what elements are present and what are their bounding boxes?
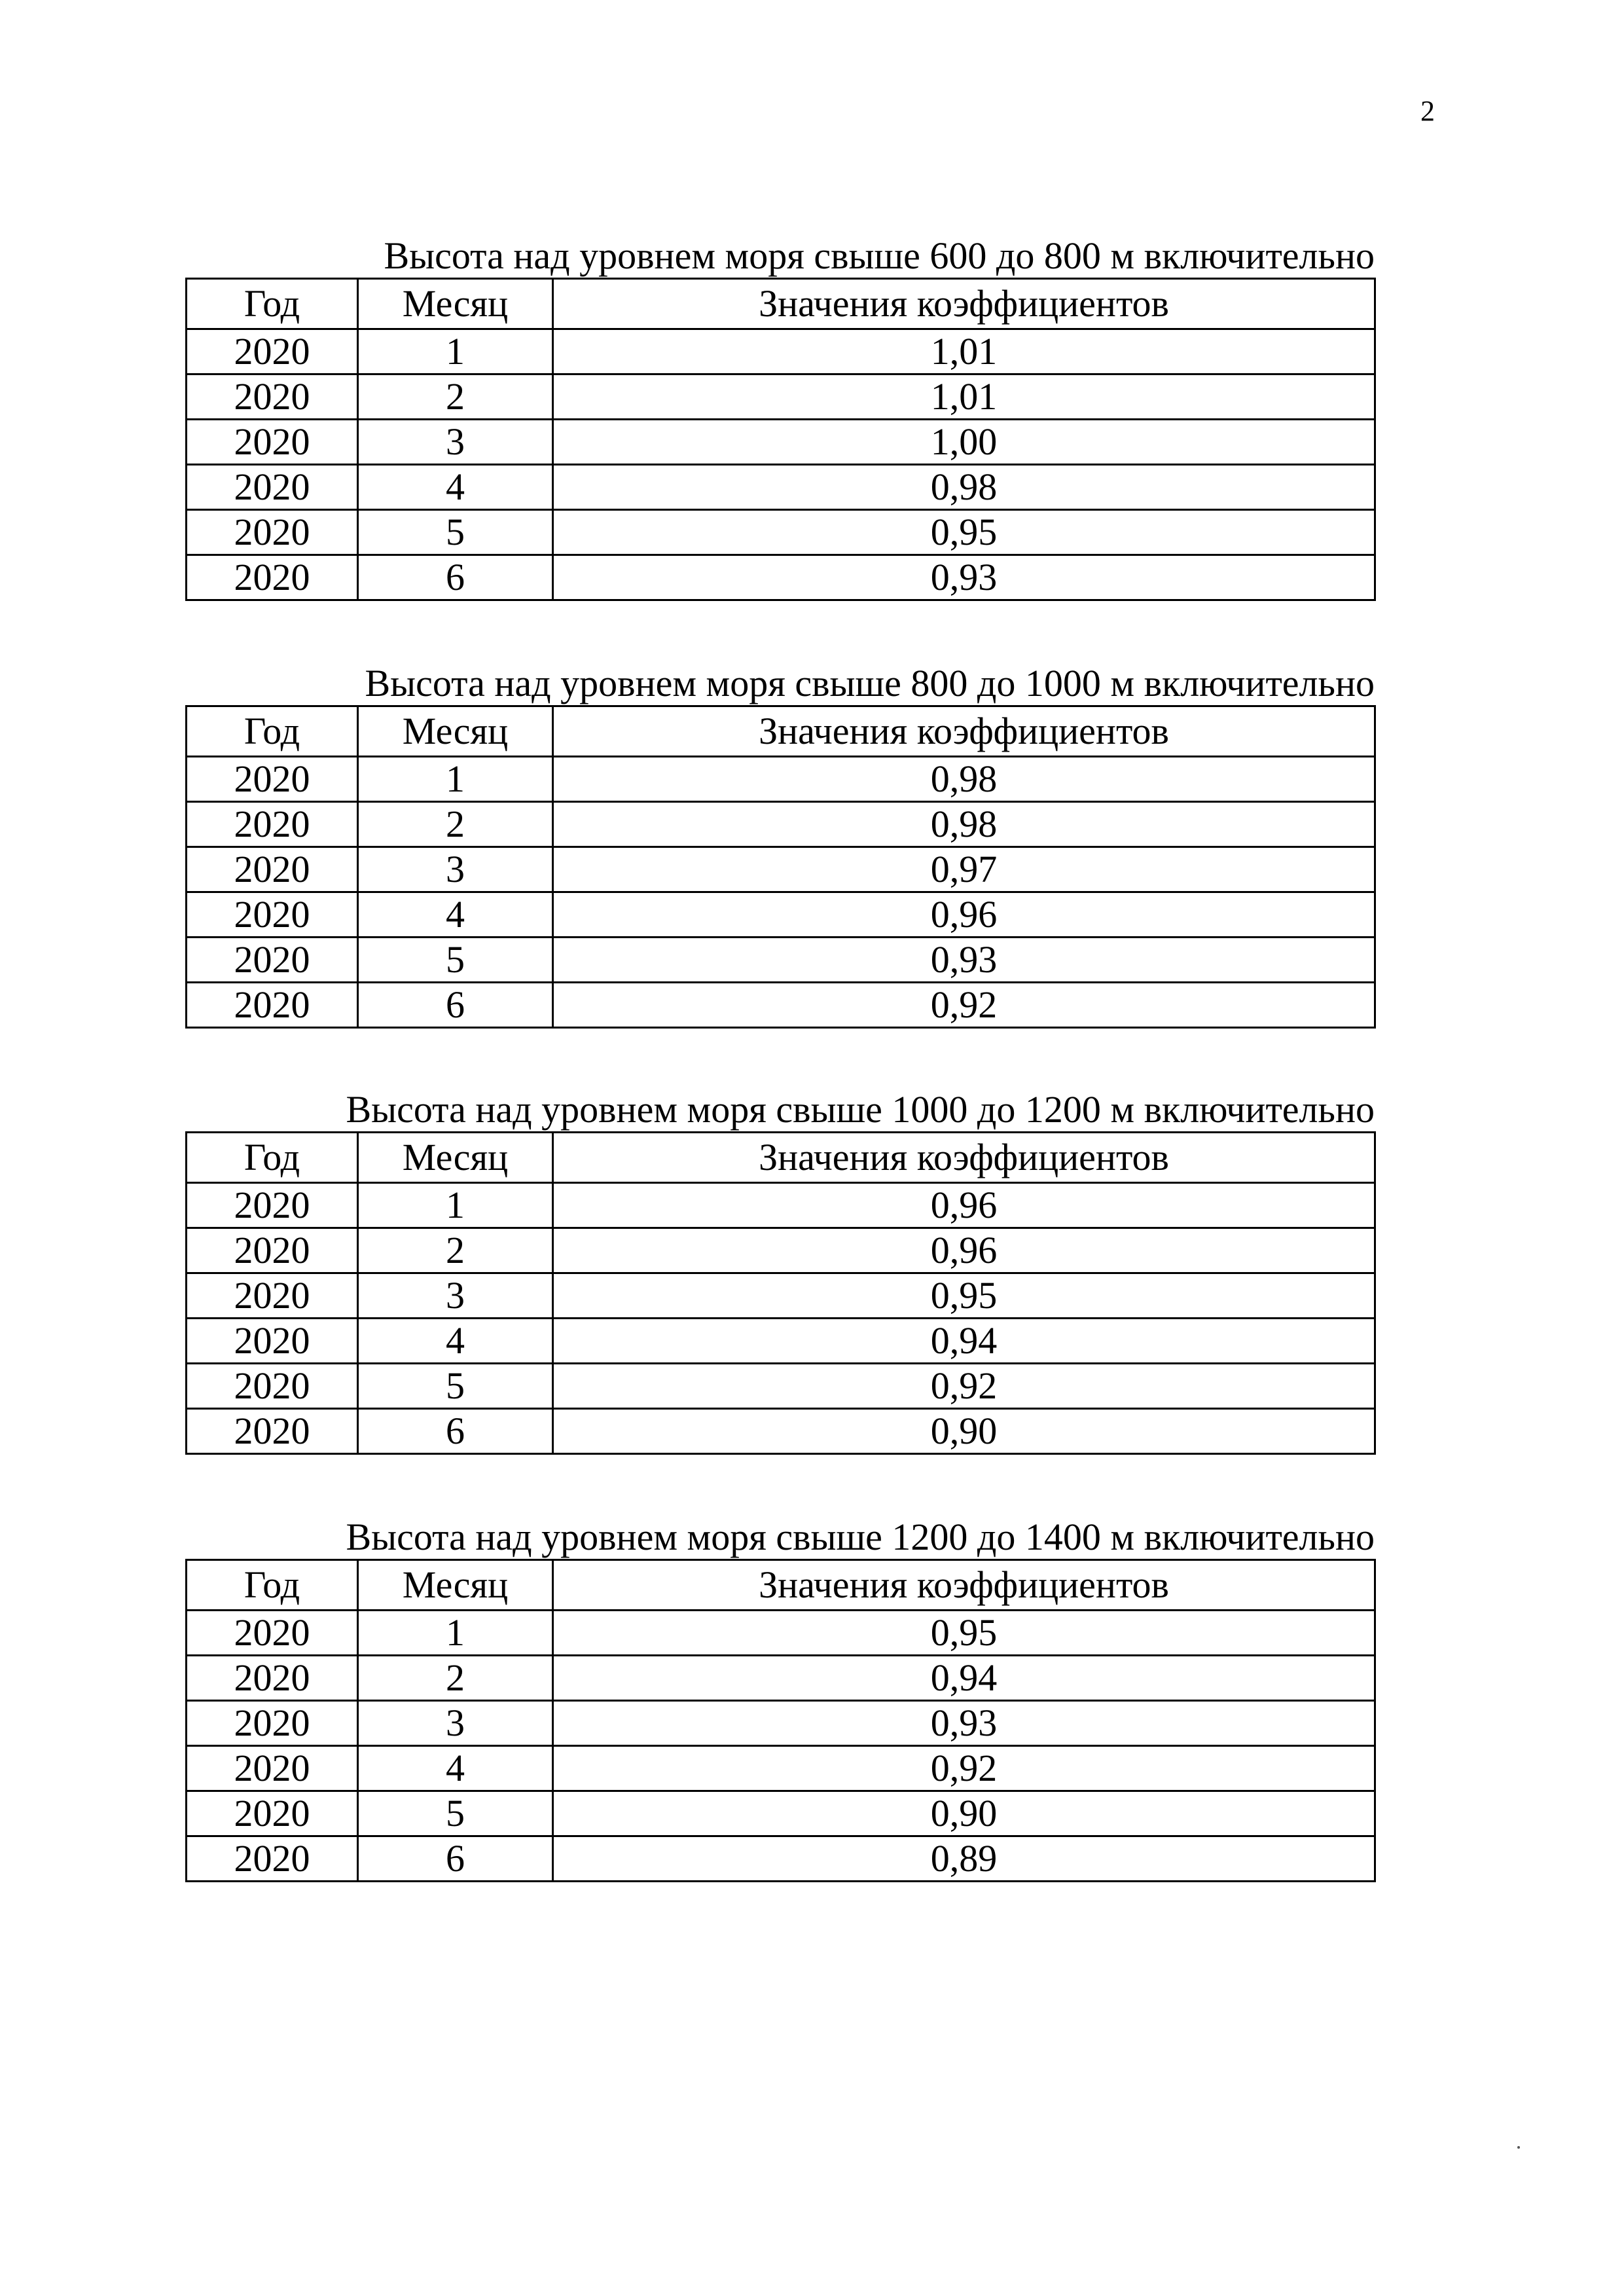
- cell-month: 6: [358, 1409, 553, 1454]
- table-row: [187, 329, 1375, 374]
- cell-month: 2: [358, 1228, 553, 1273]
- cell-value: 0,90: [553, 1409, 1375, 1454]
- cell-year: 2020: [187, 1656, 358, 1701]
- cell-value: 0,97: [553, 847, 1375, 892]
- table-row: [187, 1319, 1375, 1364]
- cell-month: 4: [358, 1319, 553, 1364]
- cell-year: 2020: [187, 1611, 358, 1656]
- cell-value: 0,98: [553, 465, 1375, 510]
- cell-month: 2: [358, 1656, 553, 1701]
- cell-year: 2020: [187, 420, 358, 465]
- cell-month: 6: [358, 983, 553, 1028]
- cell-value: 0,90: [553, 1791, 1375, 1836]
- cell-year: 2020: [187, 1273, 358, 1319]
- table-row: [187, 510, 1375, 555]
- cell-value: 0,95: [553, 1611, 1375, 1656]
- table-row: [187, 983, 1375, 1028]
- cell-year: 2020: [187, 1836, 358, 1882]
- table-row: [187, 1228, 1375, 1273]
- cell-value: 1,00: [553, 420, 1375, 465]
- cell-month: 5: [358, 938, 553, 983]
- table-row: [187, 420, 1375, 465]
- table-header-row: [187, 1560, 1375, 1611]
- cell-value: 0,96: [553, 1183, 1375, 1228]
- cell-month: 1: [358, 757, 553, 802]
- table-caption: Высота над уровнем моря свыше 600 до 800 м включительно: [384, 234, 1375, 277]
- column-header-year: Год: [187, 1560, 358, 1611]
- cell-year: 2020: [187, 757, 358, 802]
- page-number: 2: [1420, 95, 1435, 127]
- column-header-month: Месяц: [358, 279, 553, 329]
- coefficient-table: [185, 705, 1376, 1029]
- table-header-row: [187, 1133, 1375, 1183]
- cell-year: 2020: [187, 329, 358, 374]
- table-caption: Высота над уровнем моря свыше 1200 до 1400 м включительно: [346, 1516, 1375, 1558]
- column-header-year: Год: [187, 279, 358, 329]
- cell-month: 3: [358, 1701, 553, 1746]
- coefficient-table: [185, 1131, 1376, 1455]
- scan-speck: [1517, 2146, 1520, 2149]
- cell-value: 1,01: [553, 329, 1375, 374]
- cell-year: 2020: [187, 892, 358, 938]
- table-caption: Высота над уровнем моря свыше 800 до 1000 м включительно: [365, 662, 1375, 704]
- table-row: [187, 1701, 1375, 1746]
- table-row: [187, 757, 1375, 802]
- column-header-value: Значения коэффициентов: [553, 1560, 1375, 1611]
- cell-year: 2020: [187, 938, 358, 983]
- cell-year: 2020: [187, 510, 358, 555]
- cell-month: 5: [358, 1364, 553, 1409]
- cell-value: 1,01: [553, 374, 1375, 420]
- cell-value: 0,89: [553, 1836, 1375, 1882]
- cell-month: 3: [358, 420, 553, 465]
- coefficient-table: [185, 278, 1376, 601]
- column-header-value: Значения коэффициентов: [553, 1133, 1375, 1183]
- table-caption: Высота над уровнем моря свыше 1000 до 1200 м включительно: [346, 1088, 1375, 1131]
- cell-month: 6: [358, 555, 553, 600]
- cell-month: 5: [358, 1791, 553, 1836]
- column-header-year: Год: [187, 1133, 358, 1183]
- table-header-row: [187, 279, 1375, 329]
- column-header-month: Месяц: [358, 1560, 553, 1611]
- column-header-year: Год: [187, 706, 358, 757]
- cell-year: 2020: [187, 1791, 358, 1836]
- table-row: [187, 1409, 1375, 1454]
- cell-value: 0,93: [553, 938, 1375, 983]
- cell-value: 0,94: [553, 1656, 1375, 1701]
- table-row: [187, 802, 1375, 847]
- table-row: [187, 374, 1375, 420]
- cell-value: 0,98: [553, 802, 1375, 847]
- cell-month: 3: [358, 847, 553, 892]
- cell-month: 4: [358, 892, 553, 938]
- cell-year: 2020: [187, 1409, 358, 1454]
- cell-value: 0,98: [553, 757, 1375, 802]
- table-row: [187, 892, 1375, 938]
- table-row: [187, 1364, 1375, 1409]
- table-row: [187, 1746, 1375, 1791]
- cell-month: 5: [358, 510, 553, 555]
- cell-month: 3: [358, 1273, 553, 1319]
- cell-value: 0,93: [553, 1701, 1375, 1746]
- table-row: [187, 1656, 1375, 1701]
- table-row: [187, 465, 1375, 510]
- cell-value: 0,92: [553, 1746, 1375, 1791]
- table-row: [187, 1791, 1375, 1836]
- cell-month: 4: [358, 465, 553, 510]
- table-header-row: [187, 706, 1375, 757]
- table-row: [187, 1183, 1375, 1228]
- cell-month: 2: [358, 802, 553, 847]
- column-header-value: Значения коэффициентов: [553, 706, 1375, 757]
- cell-value: 0,94: [553, 1319, 1375, 1364]
- cell-year: 2020: [187, 1746, 358, 1791]
- cell-month: 6: [358, 1836, 553, 1882]
- column-header-value: Значения коэффициентов: [553, 279, 1375, 329]
- cell-month: 1: [358, 1611, 553, 1656]
- cell-year: 2020: [187, 1701, 358, 1746]
- column-header-month: Месяц: [358, 1133, 553, 1183]
- cell-value: 0,96: [553, 1228, 1375, 1273]
- cell-year: 2020: [187, 847, 358, 892]
- cell-year: 2020: [187, 555, 358, 600]
- table-row: [187, 555, 1375, 600]
- cell-month: 2: [358, 374, 553, 420]
- cell-year: 2020: [187, 1364, 358, 1409]
- table-row: [187, 1273, 1375, 1319]
- table-row: [187, 938, 1375, 983]
- column-header-month: Месяц: [358, 706, 553, 757]
- cell-value: 0,92: [553, 1364, 1375, 1409]
- cell-year: 2020: [187, 374, 358, 420]
- cell-value: 0,96: [553, 892, 1375, 938]
- cell-month: 4: [358, 1746, 553, 1791]
- cell-value: 0,92: [553, 983, 1375, 1028]
- cell-year: 2020: [187, 465, 358, 510]
- coefficient-table: [185, 1559, 1376, 1882]
- cell-value: 0,95: [553, 1273, 1375, 1319]
- cell-year: 2020: [187, 1183, 358, 1228]
- table-row: [187, 1836, 1375, 1882]
- cell-year: 2020: [187, 1319, 358, 1364]
- cell-year: 2020: [187, 983, 358, 1028]
- cell-value: 0,95: [553, 510, 1375, 555]
- cell-month: 1: [358, 329, 553, 374]
- cell-month: 1: [358, 1183, 553, 1228]
- cell-value: 0,93: [553, 555, 1375, 600]
- table-row: [187, 1611, 1375, 1656]
- table-row: [187, 847, 1375, 892]
- cell-year: 2020: [187, 802, 358, 847]
- cell-year: 2020: [187, 1228, 358, 1273]
